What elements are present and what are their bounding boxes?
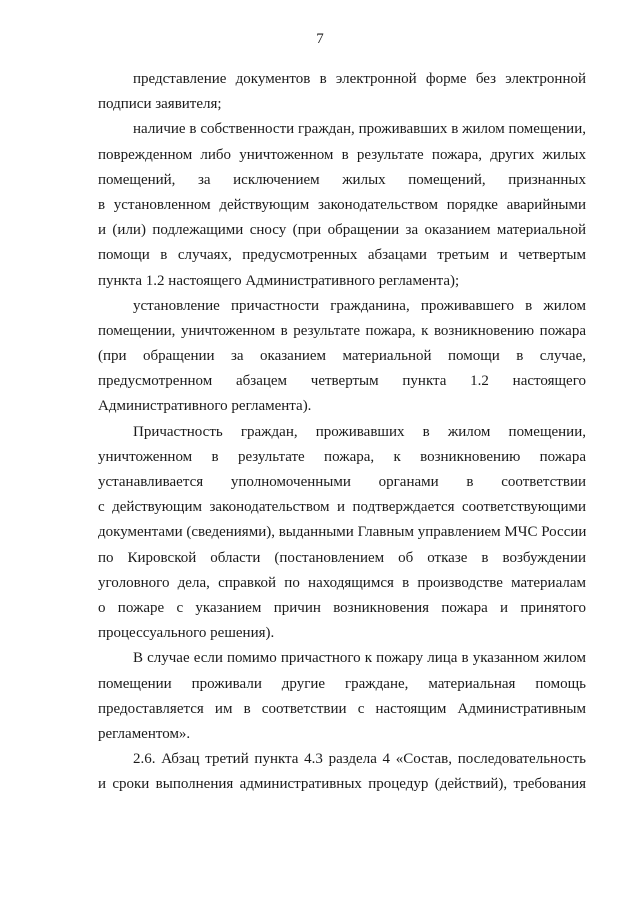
text-line: и (или) подлежащими сносу (при обращении за оказанием материальной (98, 222, 586, 239)
text-line: Административного регламента). (98, 398, 312, 415)
document-body (98, 67, 586, 797)
text-line: поврежденном либо уничтоженном в результате пожара, других жилых (98, 146, 586, 163)
text-line: помещений, за исключением жилых помещений, признанных (98, 171, 586, 188)
text-line: устанавливается уполномоченными органами в соответствии (98, 474, 586, 490)
text-line: подписи заявителя; (98, 96, 222, 113)
text-line: по Кировской области (постановлением об отказе в возбуждении (98, 549, 586, 566)
text-line: уничтоженном в результате пожара, к возникновению пожара (98, 448, 586, 465)
text-line: в установленном действующим законодательством порядке аварийными (98, 196, 586, 213)
text-line: уголовного дела, справкой по находящимся в производстве материалам (98, 574, 586, 591)
text-line: процессуального решения). (98, 625, 275, 642)
text-line: предоставляется им в соответствии с настоящим Административным (98, 700, 586, 717)
page-number: 7 (316, 31, 324, 47)
text-line: о пожаре с указанием причин возникновения пожара и принятого (98, 599, 586, 616)
text-line: (при обращении за оказанием материальной помощи в случае, (98, 348, 586, 365)
text-line: пункта 1.2 настоящего Административного регламента); (98, 272, 460, 289)
text-line: с действующим законодательством и подтверждается соответствующими (98, 499, 586, 516)
text-line: помещении, уничтоженном в результате пожара, к возникновению пожара (98, 322, 586, 339)
text-line: представление документов в электронной форме без электронной (133, 71, 586, 87)
text-line: и сроки выполнения административных процедур (действий), требования (98, 776, 586, 793)
text-line: Причастность граждан, проживавших в жилом помещении, (133, 423, 586, 440)
text-line: В случае если помимо причастного к пожару лица в указанном жилом (133, 650, 586, 667)
text-line: документами (сведениями), выданными Главным управлением МЧС России (98, 524, 587, 541)
text-line: предусмотренном абзацем четвертым пункта 1.2 настоящего (98, 373, 586, 390)
text-line: помощи в случаях, предусмотренных абзацами третьим и четвертым (98, 247, 586, 264)
text-line: наличие в собственности граждан, проживавших в жилом помещении, (133, 121, 586, 138)
text-line: помещении проживали другие граждане, материальная помощь (98, 675, 586, 692)
text-line: регламентом». (98, 725, 191, 742)
text-line: 2.6. Абзац третий пункта 4.3 раздела 4 «Состав, последовательность (133, 751, 586, 768)
text-line: установление причастности гражданина, проживавшего в жилом (133, 297, 586, 314)
